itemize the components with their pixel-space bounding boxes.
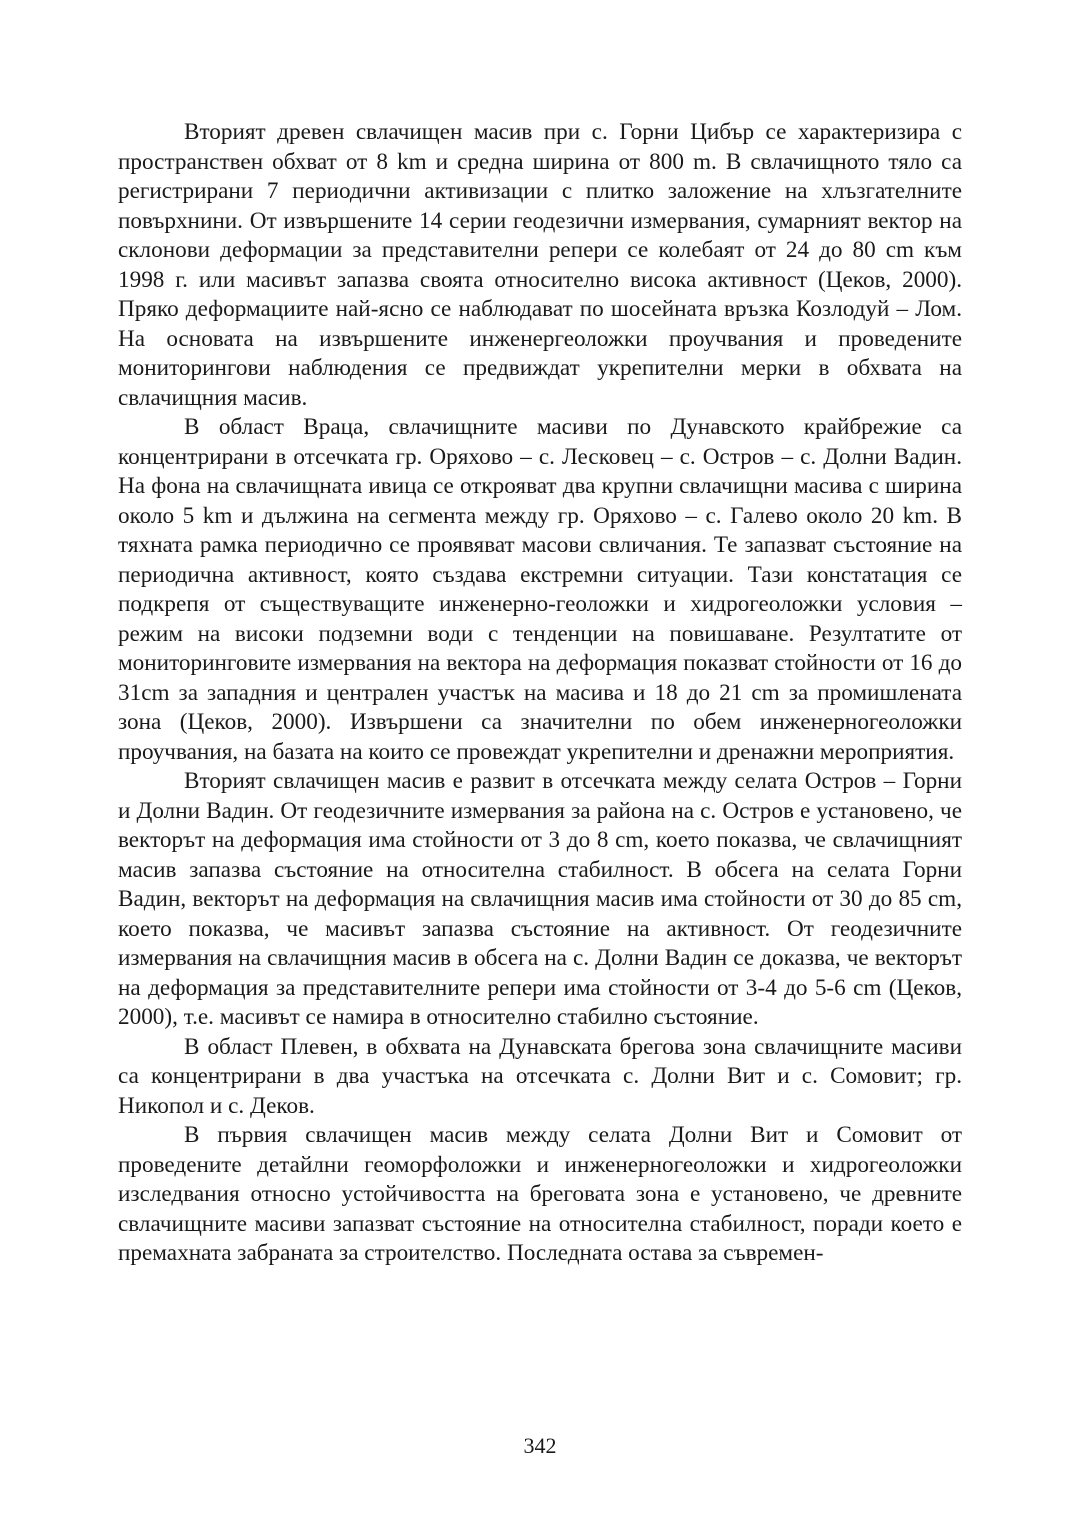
page-number: 342 [523, 1433, 557, 1458]
paragraph-vratsa-region: В област Враца, свлачищните масиви по Дунавското крайбрежие са концентрирани в отсечката гр. Оряхово – с. Лесковец – с. Остров – с. Долни Вадин. На фона на свлачищната ивица се открояват два крупни свлачищни масива с ширина около 5 km и дължина на сегмента между гр. Оряхово – с. Галево около 20 km. В тяхната рамка периодично се проявяват масови свличания. Те запазват състояние на периодична активност, която създава екстремни ситуации. Тази констатация се подкрепя от съществуващите инженерно-геоложки и хидрогеоложки условия – режим на високи подземни води с тенденции на повишаване. Резултатите от мониторинговите измервания на вектора на деформация показват стойности от 16 до 31cm за западния и централен участък на масива и 18 до 21 cm за промишлената зона (Цеков, 2000). Извършени са значителни по обем инженерногеоложки проучвания, на базата на които се провеждат укрепителни и дренажни мероприятия. [118, 414, 962, 765]
paragraph-ostrov-vadin: Вторият свлачищен масив е развит в отсечката между селата Остров – Горни и Долни Вадин. От геодезичните измервания за района на с. Остров е установено, че векторът на деформация има стойности от 3 до 8 cm, което показва, че свлачищният масив запазва състояние на относителна стабилност. В обсега на селата Горни Вадин, векторът на деформация на свлачищния масив има стойности от 30 до 85 cm, което показва, че масивът запазва състояние на активност. От геодезичните измервания на свлачищния масив в обсега на с. Долни Вадин се доказва, че векторът на деформация за представителните репери има стойности от 3-4 до 5-6 cm (Цеков, 2000), т.е. масивът се намира в относително стабилно състояние. [118, 768, 962, 1030]
paragraph-pleven-region: В област Плевен, в обхвата на Дунавската брегова зона свлачищните масиви са концентрирани в два участъка на отсечката с. Долни Вит и с. Сомовит; гр. Никопол и с. Деков. [118, 1033, 962, 1119]
paragraph-gorni-tsibar: Вторият древен свлачищен масив при с. Горни Цибър се характеризира с пространствен обхват от 8 km и средна ширина от 800 m. В свлачищното тяло са регистрирани 7 периодични активизации с плитко заложение на хлъзгателните повърхнини. От извършените 14 серии геодезични измервания, сумарният вектор на склонови деформации за представителни репери се колебаят от 24 до 80 cm към 1998 г. или масивът запазва своята относително висока активност (Цеков, 2000). Пряко деформациите най-ясно се наблюдават по шосейната връзка Козлодуй – Лом. На основата на извършените инженергеоложки проучвания и проведените мониторингови наблюдения се предвиждат укрепителни мерки в обхвата на свлачищния масив. [118, 119, 962, 411]
paragraph-dolni-vit-somovit: В първия свлачищен масив между селата Долни Вит и Сомовит от проведените детайлни геоморфоложки и инженерногеоложки и хидрогеоложки изследвания относно устойчивостта на бреговата зона е установено, че древните свлачищните масиви запазват състояние на относителна стабилност, поради което е премахната забраната за строителство. Последната остава за съвремен- [118, 1122, 962, 1266]
body-text [118, 118, 962, 1269]
